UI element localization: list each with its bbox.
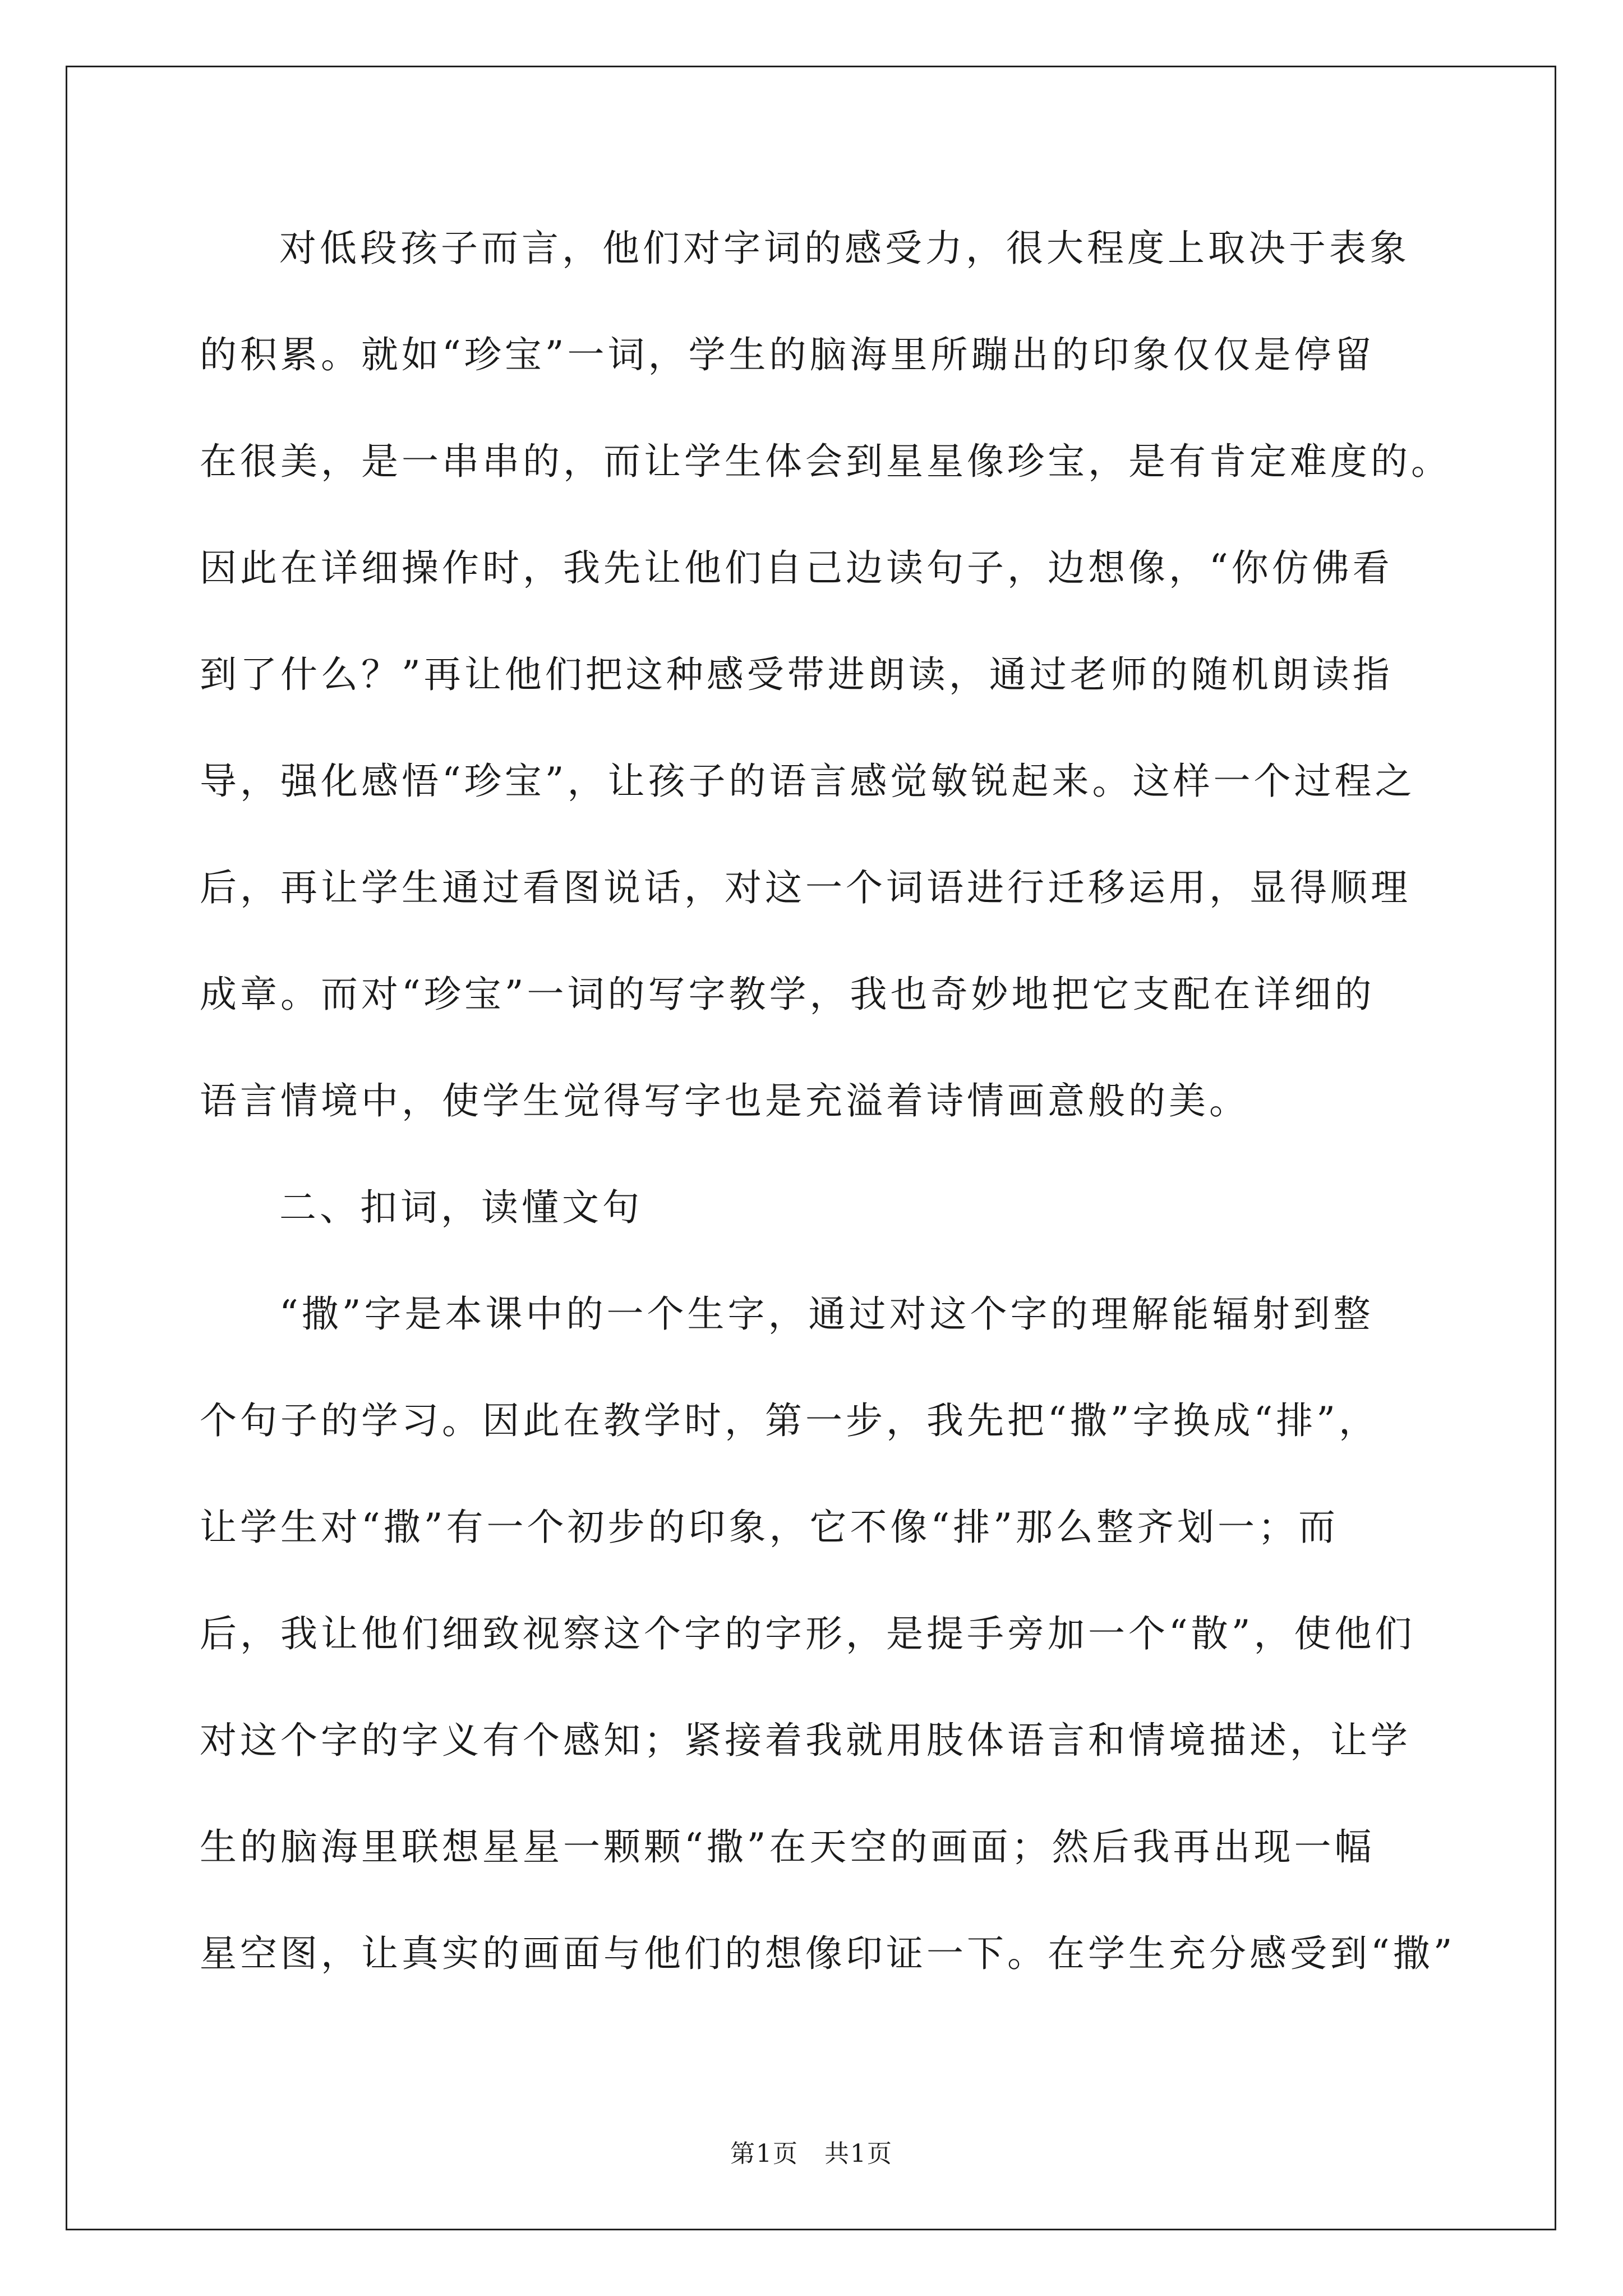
paragraph-line: 后，再让学生通过看图说话，对这一个词语进行迁移运用，显得顺理: [200, 866, 1411, 909]
paragraph-line: 对低段孩子而言，他们对字词的感受力，很大程度上取决于表象: [279, 227, 1410, 270]
paragraph-line: 在很美，是一串串的，而让学生体会到星星像珍宝，是有肯定难度的。: [200, 440, 1451, 483]
paragraph-line: 的积累。就如“珍宝”一词，学生的脑海里所蹦出的印象仅仅是停留: [200, 333, 1375, 376]
paragraph-line: 到了什么？”再让他们把这种感受带进朗读，通过老师的随机朗读指: [200, 653, 1393, 696]
section-heading: 二、扣词，读懂文句: [279, 1186, 643, 1229]
paragraph-line: 个句子的学习。因此在教学时，第一步，我先把“撒”字换成“排”，: [200, 1399, 1379, 1442]
paragraph-line: 成章。而对“珍宝”一词的写字教学，我也奇妙地把它支配在详细的: [200, 973, 1375, 1016]
paragraph-line: 导，强化感悟“珍宝”，让孩子的语言感觉敏锐起来。这样一个过程之: [200, 760, 1415, 803]
paragraph-line: 语言情境中，使学生觉得写字也是充溢着诗情画意般的美。: [200, 1079, 1249, 1122]
paragraph-line: “撒”字是本课中的一个生字，通过对这个字的理解能辐射到整: [279, 1292, 1374, 1336]
paragraph-line: 让学生对“撒”有一个初步的印象，它不像“排”那么整齐划一；而: [200, 1506, 1339, 1549]
paragraph-line: 生的脑海里联想星星一颗颗“撒”在天空的画面；然后我再出现一幅: [200, 1825, 1375, 1869]
paragraph-line: 星空图，让真实的画面与他们的想像印证一下。在学生充分感受到“撒”: [200, 1932, 1456, 1975]
paragraph-line: 因此在详细操作时，我先让他们自己边读句子，边想像，“你仿佛看: [200, 546, 1393, 590]
paragraph-line: 对这个字的字义有个感知；紧接着我就用肢体语言和情境描述，让学: [200, 1719, 1411, 1762]
page-number-footer: 第1页 共1页: [730, 2139, 893, 2168]
paragraph-line: 后，我让他们细致视察这个字的字形，是提手旁加一个“散”，使他们: [200, 1612, 1415, 1655]
document-body: [200, 218, 1456, 2030]
